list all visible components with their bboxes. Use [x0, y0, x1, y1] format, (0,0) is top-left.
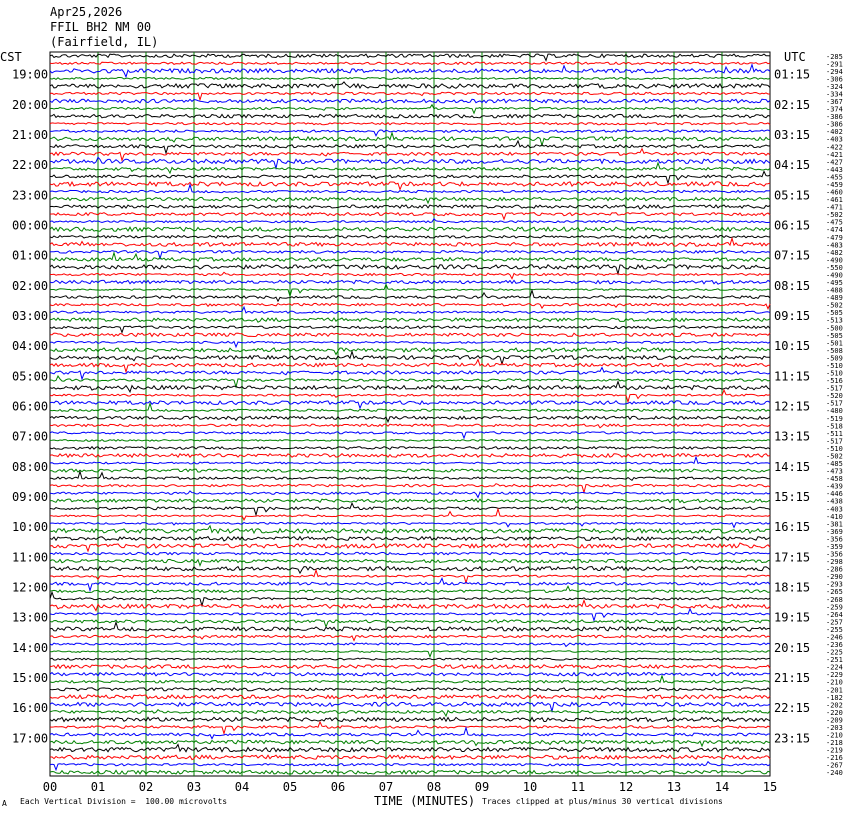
- trace-line: [50, 157, 770, 168]
- trace-line: [50, 82, 770, 88]
- trace-line: [50, 710, 770, 716]
- right-time-label: 20:15: [774, 640, 811, 655]
- right-timezone-label: UTC: [784, 50, 806, 64]
- trace-offset-label: -502: [826, 211, 843, 220]
- trace-offset-label: -505: [826, 309, 843, 318]
- right-time-label: 21:15: [774, 670, 811, 685]
- trace-line: [50, 717, 770, 721]
- trace-offset-label: -216: [826, 754, 843, 763]
- trace-line: [50, 382, 770, 392]
- trace-offset-label: -374: [826, 105, 843, 114]
- trace-offset-label: -473: [826, 467, 843, 476]
- trace-line: [50, 272, 770, 278]
- trace-line: [50, 622, 770, 631]
- trace-offset-label: -202: [826, 701, 843, 710]
- trace-offset-label: -251: [826, 656, 843, 665]
- trace-offset-label: -224: [826, 663, 843, 672]
- trace-line: [50, 401, 770, 408]
- trace-line: [50, 352, 770, 365]
- trace-offset-label: -402: [826, 128, 843, 137]
- trace-offset-label: -259: [826, 603, 843, 612]
- trace-line: [50, 133, 770, 146]
- x-tick-label: 03: [186, 780, 202, 794]
- left-time-label: 01:00: [12, 248, 49, 263]
- trace-offset-label: -422: [826, 143, 843, 152]
- trace-line: [50, 635, 770, 640]
- trace-line: [50, 92, 770, 100]
- trace-offset-label: -550: [826, 263, 843, 272]
- location-label: (Fairfield, IL): [50, 35, 159, 49]
- clipping-note: Traces clipped at plus/minus 30 vertical divisions: [482, 797, 723, 806]
- trace-offset-label: -508: [826, 346, 843, 355]
- trace-offset-label: -225: [826, 648, 843, 657]
- trace-offset-label: -236: [826, 641, 843, 650]
- trace-offset-label: -293: [826, 580, 843, 589]
- trace-line: [50, 360, 770, 372]
- trace-line: [50, 440, 770, 442]
- x-tick-label: 06: [330, 780, 346, 794]
- trace-line: [50, 570, 770, 583]
- trace-offset-label: -460: [826, 188, 843, 197]
- trace-line: [50, 609, 770, 621]
- trace-offset-label: -386: [826, 113, 843, 122]
- trace-offset-label: -209: [826, 716, 843, 725]
- x-axis-title: TIME (MINUTES): [374, 794, 476, 808]
- trace-line: [50, 688, 770, 691]
- trace-offset-label: -291: [826, 60, 843, 69]
- trace-line: [50, 457, 770, 464]
- trace-line: [50, 390, 770, 402]
- right-time-label: 22:15: [774, 701, 811, 716]
- trace-offset-label: -443: [826, 165, 843, 174]
- trace-line: [50, 227, 770, 231]
- trace-line: [50, 509, 770, 520]
- station-label: FFIL BH2 NM 00: [50, 20, 152, 34]
- left-time-label: 11:00: [12, 550, 49, 565]
- trace-offset-label: -334: [826, 90, 843, 99]
- trace-offset-label: -517: [826, 384, 843, 393]
- x-tick-label: 10: [522, 780, 538, 794]
- trace-offset-label: -455: [826, 173, 843, 182]
- trace-offset-label: -210: [826, 731, 843, 740]
- trace-line: [50, 643, 770, 647]
- trace-line: [50, 307, 770, 313]
- trace-offset-label: -356: [826, 535, 843, 544]
- x-tick-label: 08: [426, 780, 442, 794]
- left-time-label: 17:00: [12, 731, 49, 746]
- trace-line: [50, 651, 770, 657]
- x-tick-label: 09: [474, 780, 490, 794]
- trace-offset-label: -446: [826, 490, 843, 499]
- trace-offset-label: -218: [826, 739, 843, 748]
- trace-offset-label: -267: [826, 761, 843, 770]
- right-time-label: 12:15: [774, 399, 811, 414]
- trace-offset-label: -518: [826, 422, 843, 431]
- trace-offset-label: -255: [826, 625, 843, 634]
- trace-offset-label: -201: [826, 686, 843, 695]
- trace-offset-label: -516: [826, 377, 843, 386]
- trace-offset-label: -485: [826, 460, 843, 469]
- x-tick-label: 07: [378, 780, 394, 794]
- trace-line: [50, 404, 770, 412]
- trace-offset-label: -483: [826, 241, 843, 250]
- right-time-label: 05:15: [774, 188, 811, 203]
- x-tick-label: 02: [138, 780, 154, 794]
- trace-line: [50, 600, 770, 610]
- trace-line: [50, 578, 770, 590]
- trace-line: [50, 537, 770, 541]
- trace-offset-label: -482: [826, 248, 843, 257]
- trace-line: [50, 105, 770, 113]
- trace-line: [50, 454, 770, 458]
- trace-line: [50, 770, 770, 774]
- trace-offset-label: -501: [826, 339, 843, 348]
- trace-line: [50, 552, 770, 555]
- trace-line: [50, 543, 770, 551]
- left-time-label: 08:00: [12, 459, 49, 474]
- right-time-label: 23:15: [774, 731, 811, 746]
- trace-line: [50, 567, 770, 574]
- trace-line: [50, 472, 770, 481]
- trace-offset-label: -427: [826, 158, 843, 167]
- trace-offset-label: -459: [826, 180, 843, 189]
- trace-offset-label: -203: [826, 723, 843, 732]
- right-time-label: 01:15: [774, 67, 811, 82]
- trace-offset-label: -403: [826, 505, 843, 514]
- trace-line: [50, 238, 770, 246]
- left-time-label: 15:00: [12, 670, 49, 685]
- trace-offset-label: -517: [826, 437, 843, 446]
- x-tick-label: 01: [90, 780, 106, 794]
- right-time-label: 15:15: [774, 489, 811, 504]
- trace-offset-label: -511: [826, 429, 843, 438]
- trace-line: [50, 376, 770, 387]
- trace-offset-label: -306: [826, 75, 843, 84]
- trace-offset-label: -502: [826, 452, 843, 461]
- right-time-label: 14:15: [774, 459, 811, 474]
- trace-offset-label: -285: [826, 52, 843, 61]
- trace-line: [50, 586, 770, 592]
- trace-line: [50, 219, 770, 223]
- left-time-label: 06:00: [12, 399, 49, 414]
- right-time-label: 19:15: [774, 610, 811, 625]
- trace-offset-label: -489: [826, 294, 843, 303]
- x-tick-label: 13: [666, 780, 682, 794]
- x-tick-label: 14: [714, 780, 730, 794]
- trace-offset-label: -268: [826, 595, 843, 604]
- left-time-label: 21:00: [12, 127, 49, 142]
- trace-line: [50, 745, 770, 752]
- left-time-label: 12:00: [12, 580, 49, 595]
- trace-offset-label: -490: [826, 271, 843, 280]
- trace-offset-label: -490: [826, 256, 843, 265]
- right-time-label: 03:15: [774, 127, 811, 142]
- trace-offset-label: -290: [826, 573, 843, 582]
- trace-offset-label: -474: [826, 226, 843, 235]
- trace-offset-label: -500: [826, 324, 843, 333]
- x-tick-label: 04: [234, 780, 250, 794]
- left-time-label: 04:00: [12, 339, 49, 354]
- trace-line: [50, 265, 770, 274]
- trace-offset-label: -471: [826, 203, 843, 212]
- trace-line: [50, 213, 770, 220]
- trace-line: [50, 740, 770, 746]
- trace-line: [50, 326, 770, 332]
- trace-offset-label: -265: [826, 588, 843, 597]
- right-time-label: 02:15: [774, 97, 811, 112]
- left-time-label: 02:00: [12, 278, 49, 293]
- trace-offset-label: -488: [826, 286, 843, 295]
- trace-offset-label: -324: [826, 82, 843, 91]
- trace-offset-label: -356: [826, 550, 843, 559]
- trace-offset-label: -505: [826, 331, 843, 340]
- trace-offset-label: -359: [826, 542, 843, 551]
- trace-line: [50, 205, 770, 209]
- trace-line: [50, 318, 770, 322]
- trace-line: [50, 368, 770, 380]
- trace-line: [50, 171, 770, 183]
- trace-line: [50, 182, 770, 190]
- right-time-label: 09:15: [774, 308, 811, 323]
- trace-line: [50, 65, 770, 77]
- trace-line: [50, 54, 770, 61]
- left-time-label: 05:00: [12, 369, 49, 384]
- date-label: Apr25,2026: [50, 5, 123, 19]
- trace-offset-label: -210: [826, 678, 843, 687]
- vertical-division-note: Each Vertical Division = 100.00 microvolts: [20, 797, 228, 806]
- trace-offset-label: -461: [826, 196, 843, 205]
- trace-offset-label: -510: [826, 361, 843, 370]
- trace-line: [50, 523, 770, 528]
- trace-offset-label: -286: [826, 565, 843, 574]
- left-time-label: 07:00: [12, 429, 49, 444]
- trace-offset-label: -410: [826, 512, 843, 521]
- trace-line: [50, 658, 770, 660]
- x-tick-label: 12: [618, 780, 634, 794]
- trace-offset-label: -246: [826, 633, 843, 642]
- trace-line: [50, 141, 770, 153]
- trace-offset-label: -229: [826, 671, 843, 680]
- right-time-label: 13:15: [774, 429, 811, 444]
- trace-line: [50, 526, 770, 533]
- trace-line: [50, 333, 770, 336]
- trace-line: [50, 130, 770, 136]
- trace-line: [50, 62, 770, 64]
- left-time-label: 03:00: [12, 308, 49, 323]
- trace-offset-label: -495: [826, 279, 843, 288]
- trace-offset-label: -220: [826, 708, 843, 717]
- x-tick-label: 15: [762, 780, 778, 794]
- trace-line: [50, 676, 770, 683]
- left-timezone-label: CST: [0, 50, 22, 64]
- trace-line: [50, 235, 770, 238]
- x-tick-label: 11: [570, 780, 586, 794]
- trace-offset-label: -510: [826, 444, 843, 453]
- trace-line: [50, 491, 770, 497]
- right-time-label: 17:15: [774, 550, 811, 565]
- trace-line: [50, 163, 770, 173]
- right-time-label: 18:15: [774, 580, 811, 595]
- left-time-label: 10:00: [12, 520, 49, 535]
- trace-offset-label: -510: [826, 369, 843, 378]
- trace-offset-label: -264: [826, 610, 843, 619]
- trace-line: [50, 197, 770, 203]
- trace-offset-label: -479: [826, 233, 843, 242]
- trace-offset-label: -502: [826, 301, 843, 310]
- trace-line: [50, 722, 770, 734]
- trace-line: [50, 620, 770, 627]
- left-time-label: 23:00: [12, 188, 49, 203]
- corner-mark: A: [2, 799, 7, 808]
- right-time-label: 10:15: [774, 339, 811, 354]
- left-time-label: 19:00: [12, 67, 49, 82]
- right-time-label: 11:15: [774, 369, 811, 384]
- trace-line: [50, 755, 770, 759]
- trace-offset-label: -520: [826, 392, 843, 401]
- trace-line: [50, 424, 770, 428]
- right-time-label: 06:15: [774, 218, 811, 233]
- trace-offset-label: -219: [826, 746, 843, 755]
- trace-offset-label: -517: [826, 399, 843, 408]
- trace-line: [50, 114, 770, 117]
- x-tick-label: 00: [42, 780, 58, 794]
- trace-line: [50, 149, 770, 161]
- trace-offset-label: -403: [826, 135, 843, 144]
- trace-line: [50, 290, 770, 301]
- trace-line: [50, 484, 770, 493]
- trace-line: [50, 285, 770, 297]
- left-time-label: 09:00: [12, 489, 49, 504]
- left-time-label: 13:00: [12, 610, 49, 625]
- left-time-label: 20:00: [12, 97, 49, 112]
- trace-line: [50, 280, 770, 284]
- trace-line: [50, 762, 770, 770]
- trace-offset-label: -439: [826, 482, 843, 491]
- trace-line: [50, 695, 770, 699]
- trace-offset-label: -480: [826, 407, 843, 416]
- trace-line: [50, 99, 770, 103]
- trace-offset-label: -294: [826, 67, 843, 76]
- trace-line: [50, 499, 770, 503]
- trace-line: [50, 447, 770, 450]
- left-time-label: 14:00: [12, 640, 49, 655]
- trace-offset-label: -458: [826, 475, 843, 484]
- trace-offset-label: -381: [826, 520, 843, 529]
- trace-line: [50, 77, 770, 79]
- trace-line: [50, 253, 770, 262]
- trace-line: [50, 251, 770, 259]
- trace-offset-label: -240: [826, 769, 843, 778]
- trace-offset-label: -367: [826, 98, 843, 107]
- left-time-label: 16:00: [12, 701, 49, 716]
- trace-offset-label: -421: [826, 150, 843, 159]
- right-time-label: 16:15: [774, 520, 811, 535]
- trace-offset-label: -257: [826, 618, 843, 627]
- trace-line: [50, 503, 770, 515]
- trace-line: [50, 559, 770, 565]
- trace-offset-label: -369: [826, 527, 843, 536]
- trace-offset-label: -298: [826, 558, 843, 567]
- x-tick-label: 05: [282, 780, 298, 794]
- trace-line: [50, 348, 770, 355]
- trace-line: [50, 341, 770, 347]
- right-time-label: 07:15: [774, 248, 811, 263]
- trace-line: [50, 728, 770, 739]
- trace-offset-label: -386: [826, 120, 843, 129]
- trace-offset-label: -475: [826, 218, 843, 227]
- right-time-label: 08:15: [774, 278, 811, 293]
- left-time-label: 00:00: [12, 218, 49, 233]
- left-time-label: 22:00: [12, 158, 49, 173]
- trace-offset-label: -509: [826, 354, 843, 363]
- trace-line: [50, 123, 770, 125]
- right-time-label: 04:15: [774, 158, 811, 173]
- trace-line: [50, 665, 770, 669]
- trace-offset-label: -438: [826, 497, 843, 506]
- trace-offset-label: -182: [826, 693, 843, 702]
- trace-offset-label: -513: [826, 316, 843, 325]
- trace-line: [50, 416, 770, 422]
- trace-line: [50, 303, 770, 308]
- trace-offset-label: -519: [826, 414, 843, 423]
- trace-line: [50, 469, 770, 472]
- trace-line: [50, 432, 770, 438]
